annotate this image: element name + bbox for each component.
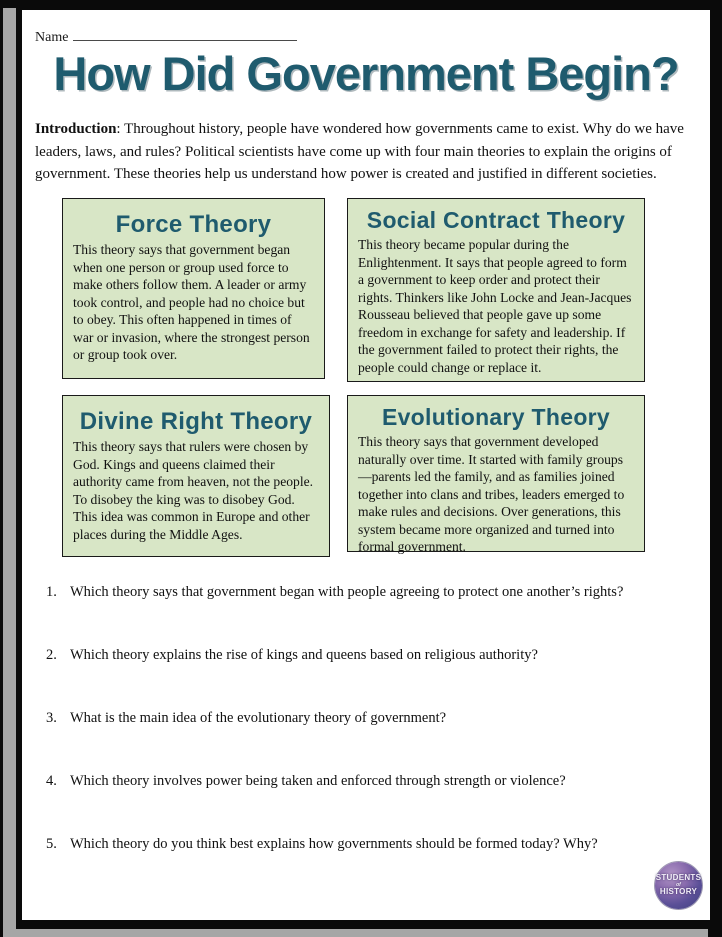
- logo-text-students: STUDENTS: [655, 873, 702, 883]
- theory-box-divine-right: [62, 395, 330, 557]
- theory-title-divine-right: Divine Right Theory: [79, 408, 313, 435]
- question-number: 5.: [46, 836, 57, 852]
- logo-text-history: HISTORY: [659, 887, 698, 897]
- question-text: Which theory do you think best explains how governments should be formed today? Why?: [70, 836, 598, 852]
- theory-box-evolutionary: [347, 395, 645, 555]
- question-text: Which theory involves power being taken and enforced through strength or violence?: [70, 773, 566, 789]
- intro-text: : Throughout history, people have wondered how governments came to exist. Why do we have leaders, laws, and rules? Political scientists have come up with four main theories to explain the origins of government. These theories help us understand how power is created and justified in different societies.: [35, 121, 684, 182]
- viewer-margin-left: [3, 8, 16, 937]
- question-item-5: [46, 835, 690, 854]
- theory-text-evolutionary: This theory says that government developed naturally over time. It started with family groups—parents led the family, and as families joined together into clans and tribes, leaders emerged to make rules and decisions. Over generations, this system became more organized and turned into formal government.: [358, 434, 625, 555]
- question-number: 3.: [46, 710, 57, 726]
- question-item-2: [46, 646, 690, 665]
- question-number: 1.: [46, 584, 57, 600]
- question-item-3: [46, 709, 690, 728]
- viewer-margin-bottom: [3, 929, 708, 937]
- logo-text-of: of: [676, 881, 681, 888]
- theory-title-social-contract: Social Contract Theory: [366, 207, 626, 233]
- theory-text-divine-right: This theory says that rulers were chosen by God. Kings and queens claimed their authority came from heaven, not the people. To disobey the king was to disobey God. This idea was common in Europe and other places during the Middle Ages.: [73, 439, 314, 542]
- theory-title-evolutionary: Evolutionary Theory: [381, 404, 611, 430]
- theory-text-force: This theory says that government began when one person or group used force to make others follow them. A leader or army took control, and people had no choice but to obey. This often happened in times of war or invasion, where the strongest person or group took over.: [73, 242, 310, 363]
- intro-paragraph: [35, 118, 699, 186]
- name-field-row: [35, 26, 297, 46]
- questions-list: [46, 583, 690, 898]
- theory-title-force: Force Theory: [115, 211, 272, 238]
- question-item-4: [46, 772, 690, 791]
- theory-box-force: [62, 198, 325, 379]
- question-number: 4.: [46, 773, 57, 789]
- students-of-history-logo: [655, 862, 702, 909]
- theory-text-social-contract: This theory became popular during the Enlightenment. It says that people agreed to form a government to keep order and protect their rights. Thinkers like John Locke and Jean-Jacques Rousseau believed that people gave up some freedom in exchange for safety and leadership. If the government failed to protect their rights, the people could change or replace it.: [358, 237, 632, 375]
- question-number: 2.: [46, 647, 57, 663]
- question-item-1: [46, 583, 690, 602]
- name-label: Name: [35, 30, 69, 45]
- worksheet-page: [22, 10, 710, 920]
- name-blank-line: [73, 26, 297, 41]
- theory-box-social-contract: [347, 198, 645, 382]
- intro-label: Introduction: [35, 121, 117, 137]
- question-text: Which theory says that government began with people agreeing to protect one another’s rights?: [70, 584, 624, 600]
- question-text: What is the main idea of the evolutionary theory of government?: [70, 710, 447, 726]
- question-text: Which theory explains the rise of kings and queens based on religious authority?: [70, 647, 538, 663]
- page-title: How Did Government Begin?: [53, 47, 679, 100]
